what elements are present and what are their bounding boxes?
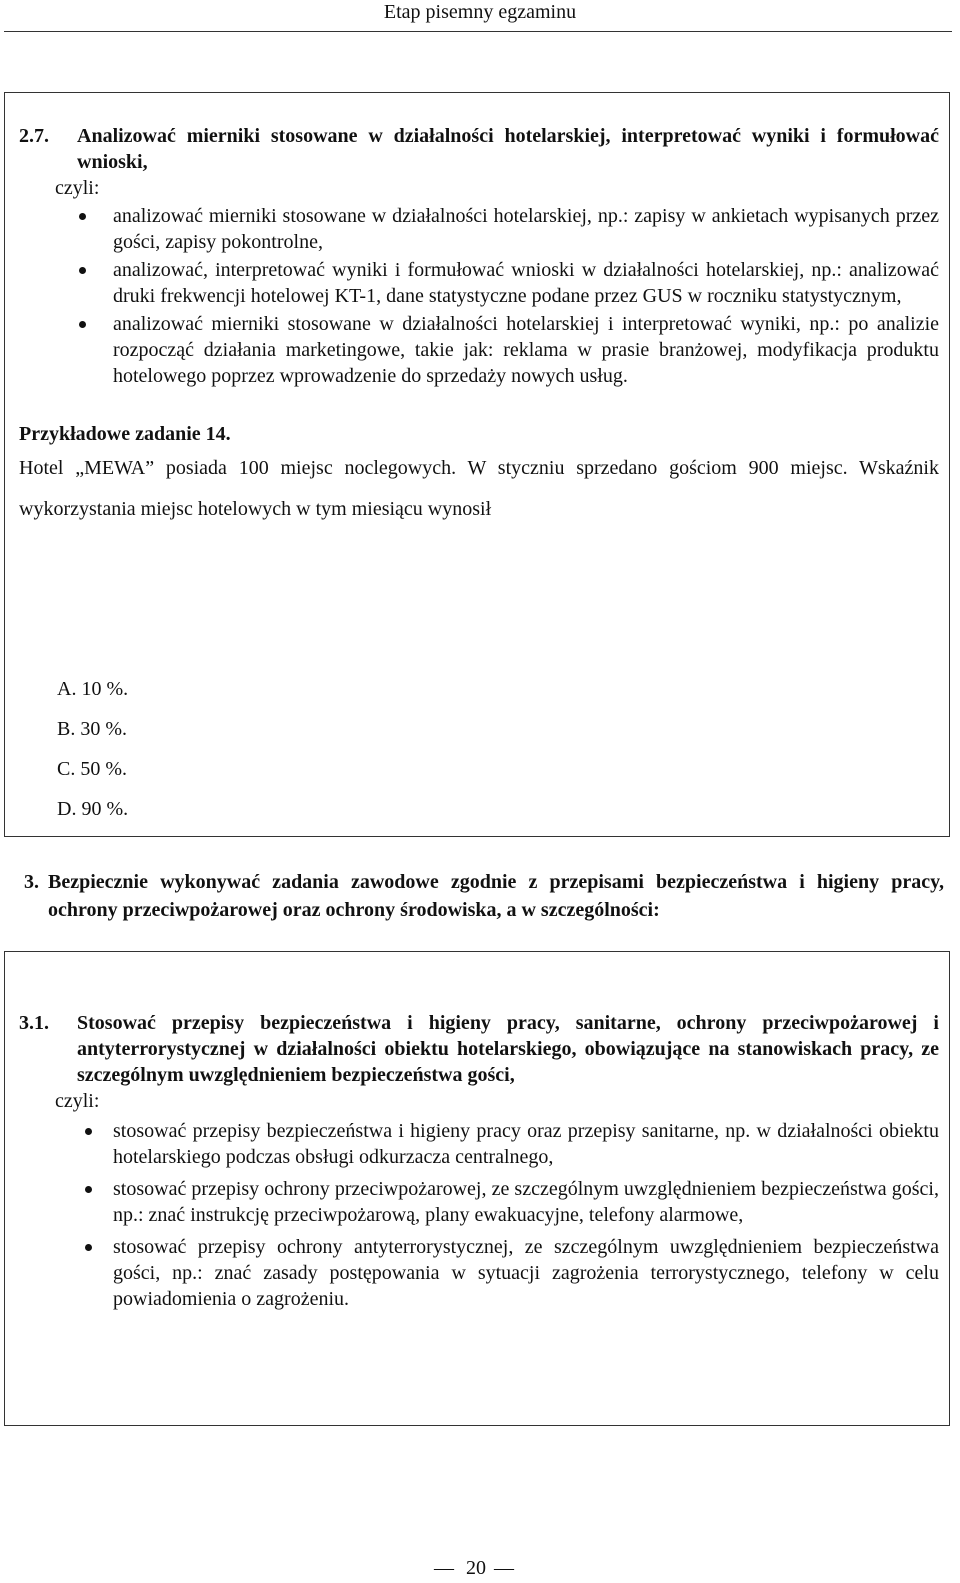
section-2-7-czyli: czyli:: [55, 177, 100, 199]
list-item: [19, 1176, 939, 1228]
list-item: [19, 1118, 939, 1170]
bullet-icon: [79, 321, 86, 328]
section-3-number: 3.: [24, 871, 39, 893]
section-2-7-bullet-list: [19, 203, 939, 389]
section-3-1-czyli: czyli:: [55, 1090, 100, 1112]
example-task-title: Przykładowe zadanie 14.: [19, 423, 231, 445]
example-task-question: Hotel „MEWA” posiada 100 miejsc noclegowych. W styczniu sprzedano gościom 900 miejsc. Wskaźnik wykorzystania miejsc hotelowych w tym miesiącu wynosił: [19, 457, 939, 520]
section-2-7-title-text: Analizować mierniki stosowane w działalności hotelarskiej, interpretować wyniki i formułować wnioski,: [77, 125, 939, 173]
list-item: [19, 203, 939, 255]
list-item: [19, 1234, 939, 1312]
section-3-1-title-text: Stosować przepisy bezpieczeństwa i higieny pracy, sanitarne, ochrony przeciwpożarowej i antyterrorystycznej w działalności obiektu hotelarskiego, obowiązujące na stanowiskach pracy, ze szczególnym uwzględnieniem bezpieczeństwa gości,: [77, 1012, 939, 1086]
list-item-text: stosować przepisy bezpieczeństwa i higieny pracy oraz przepisy sanitarne, np. w działalności obiektu hotelarskiego podczas obsługi odkurzacza centralnego,: [113, 1120, 939, 1168]
page-header: [0, 0, 960, 30]
list-item: [19, 311, 939, 389]
answer-option-c: C. 50 %.: [57, 758, 127, 780]
footer-dash-right: —: [494, 1557, 514, 1579]
section-3-title: [24, 868, 944, 924]
section-2-7-content: [19, 123, 939, 530]
section-2-7-number: 2.7.: [19, 125, 49, 147]
answer-option-a: A. 10 %.: [57, 678, 129, 700]
answer-option-b: B. 30 %.: [57, 718, 127, 740]
section-3-1-bullet-list: [19, 1118, 939, 1312]
footer-dash-left: —: [434, 1557, 454, 1579]
section-3-1-title: [19, 1010, 939, 1088]
page-header-title: Etap pisemny egzaminu: [383, 1, 577, 23]
list-item: [19, 257, 939, 309]
page-number: 20: [466, 1557, 486, 1579]
answer-option-d: D. 90 %.: [57, 798, 129, 820]
section-2-7-box: [4, 92, 950, 837]
bullet-icon: [85, 1128, 92, 1135]
bullet-icon: [79, 267, 86, 274]
section-2-7-title: [19, 123, 939, 175]
answer-list: [57, 669, 128, 829]
section-3-1-box: [4, 951, 950, 1426]
header-rule: [4, 31, 952, 32]
bullet-icon: [85, 1186, 92, 1193]
bullet-icon: [79, 213, 86, 220]
list-item-text: analizować mierniki stosowane w działalności hotelarskiej i interpretować wyniki, np.: po analizie rozpocząć działania marketingowe, takie jak: reklama w prasie branżowej, modyfikacja produktu hotelowego poprzez wprowadzenie do sprzedaży nowych usług.: [113, 313, 939, 387]
section-3-1-content: [19, 1010, 939, 1312]
section-3-1-number: 3.1.: [19, 1012, 49, 1034]
bullet-icon: [85, 1244, 92, 1251]
list-item-text: stosować przepisy ochrony przeciwpożarowej, ze szczególnym uwzględnieniem bezpieczeństwa gości, np.: znać instrukcję przeciwpożarową, plany ewakuacyjne, telefony alarmowe,: [113, 1178, 939, 1226]
list-item-text: analizować, interpretować wyniki i formułować wnioski w działalności hotelarskiej, np.: analizować druki frekwencji hotelowej KT-1, dane statystyczne podane przez GUS w roczniku statystycznym,: [113, 259, 939, 307]
list-item-text: stosować przepisy ochrony antyterrorystycznej, ze szczególnym uwzględnieniem bezpieczeństwa gości, np.: znać zasady postępowania w sytuacji zagrożenia terrorystycznego, telefony w celu powiadomienia o zagrożeniu.: [113, 1236, 939, 1310]
list-item-text: analizować mierniki stosowane w działalności hotelarskiej, np.: zapisy w ankietach wypisanych przez gości, zapisy pokontrolne,: [113, 205, 939, 253]
section-3-title-text: Bezpiecznie wykonywać zadania zawodowe zgodnie z przepisami bezpieczeństwa i higieny pracy, ochrony przeciwpożarowej oraz ochrony środowiska, a w szczególności:: [48, 871, 944, 921]
